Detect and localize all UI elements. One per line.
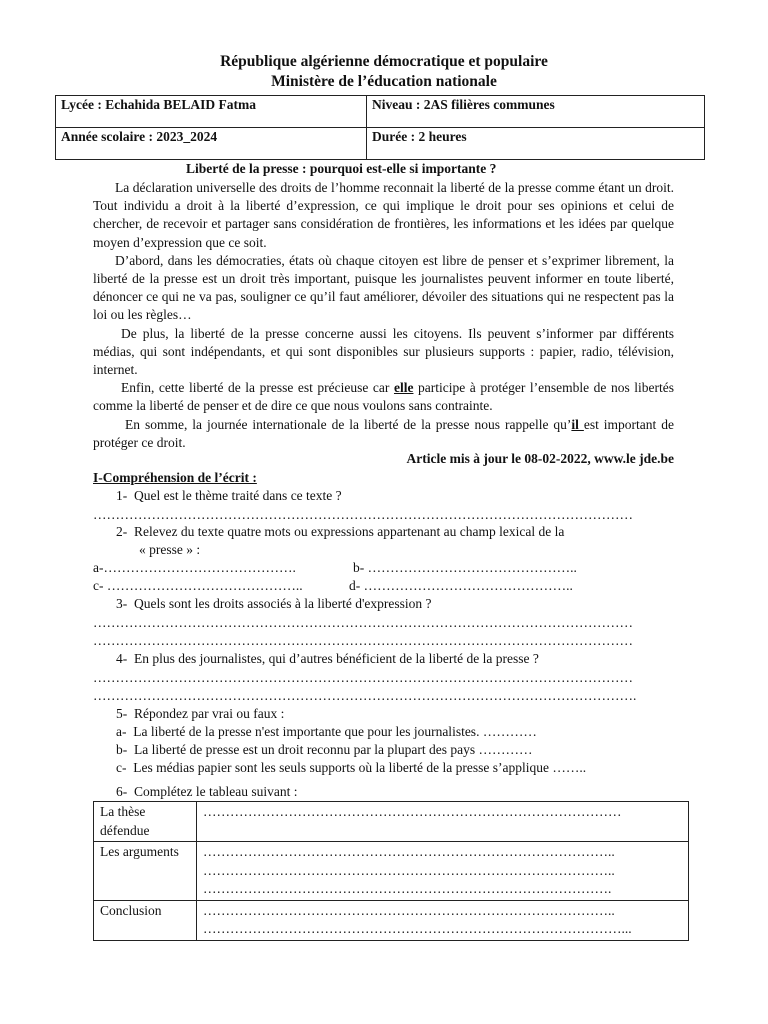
answer-line-q3-1[interactable]: …………………………………………………………………………………………………………	[93, 615, 633, 630]
summary-table	[93, 801, 689, 941]
question-4: 4- En plus des journalistes, qui d’autres bénéficient de la liberté de la presse ?	[116, 651, 539, 666]
niveau-cell: Niveau : 2AS filières communes	[367, 96, 705, 128]
question-5-b[interactable]: b- La liberté de presse est un droit reconnu par la plupart des pays …………	[116, 742, 533, 757]
question-3: 3- Quels sont les droits associés à la liberté d'expression ?	[116, 596, 432, 611]
paragraph-5	[93, 416, 674, 452]
text-title: Liberté de la presse : pourquoi est-elle si importante ?	[186, 161, 497, 176]
paragraph-4	[93, 379, 674, 415]
conclusion-dots-2[interactable]: …………………………………………………………………………………...	[203, 921, 632, 936]
lycee-cell: Lycée : Echahida BELAID Fatma	[56, 96, 367, 128]
these-dots[interactable]: …………………………………………………………………………………	[203, 804, 622, 819]
conclusion-dots-1[interactable]: ………………………………………………………………………………..	[203, 902, 615, 918]
answer-line-q4-1[interactable]: …………………………………………………………………………………………………………	[93, 670, 633, 685]
answer-line-q1[interactable]: …………………………………………………………………………………………………………	[93, 507, 633, 522]
arguments-dots-1[interactable]: ………………………………………………………………………………..	[203, 844, 615, 859]
question-2-cont: « presse » :	[139, 542, 201, 557]
section-title: I-Compréhension de l’écrit :	[93, 470, 257, 485]
header-line-2: Ministère de l’éducation nationale	[271, 73, 497, 90]
paragraph-2: D’abord, dans les démocraties, états où chaque citoyen est libre de penser et s’exprimer librement, la liberté de la presse est un droit très important, puisque les journalistes peuvent informer en toute liberté, dénoncer ce qui ne va pas, souligner ce qu’il faut améliorer, dévoiler des situations qui ne respectent pas la loi ou les règles…	[93, 252, 674, 323]
paragraph-3: De plus, la liberté de la presse concerne aussi les citoyens. Ils peuvent s’informer par différents médias, qui sont indépendants, et qui sont disponibles sur plusieurs supports : papier, radio, télévision, internet.	[93, 325, 674, 378]
arguments-cell[interactable]	[197, 842, 689, 901]
header-line-1: République algérienne démocratique et populaire	[220, 53, 548, 70]
conclusion-label: Conclusion	[94, 900, 197, 940]
question-5-a[interactable]: a- La liberté de la presse n'est importante que pour les journalistes. …………	[116, 724, 537, 739]
answer-q2-c[interactable]: c- ……………………………………..	[93, 578, 303, 593]
paragraph-4-end: participe à protéger l’ensemble de nos libertés comme la liberté de penser et de dire ce que nous voulons sans contrainte.	[93, 380, 674, 414]
duree-cell: Durée : 2 heures	[367, 128, 705, 160]
answer-q2-a[interactable]: a-…………………………………….	[93, 560, 296, 575]
source-line: Article mis à jour le 08-02-2022, www.le jde.be	[406, 451, 674, 466]
answer-q2-b[interactable]: b- ………………………………………..	[353, 560, 577, 575]
arguments-dots-2[interactable]: ………………………………………………………………………………..	[203, 862, 615, 878]
underlined-elle: elle	[393, 380, 414, 396]
question-1: 1- Quel est le thème traité dans ce texte ?	[116, 488, 342, 503]
conclusion-cell[interactable]	[197, 900, 689, 940]
article-body	[93, 179, 674, 452]
these-label: La thèse défendue	[94, 802, 197, 842]
question-5: 5- Répondez par vrai ou faux :	[116, 706, 285, 721]
arguments-label: Les arguments	[94, 842, 197, 901]
info-table	[55, 95, 705, 160]
answer-line-q3-2[interactable]: …………………………………………………………………………………………………………	[93, 633, 633, 648]
paragraph-5-start: En somme, la journée internationale de la liberté de la presse nous rappelle qu’	[125, 416, 572, 432]
question-2: 2- Relevez du texte quatre mots ou expressions appartenant au champ lexical de la	[116, 524, 565, 539]
these-cell[interactable]	[197, 802, 689, 842]
arguments-dots-3[interactable]: ……………………………………………………………………………….	[203, 881, 612, 896]
annee-cell: Année scolaire : 2023_2024	[56, 128, 367, 160]
answer-q2-d[interactable]: d- ………………………………………..	[349, 578, 573, 593]
answer-line-q4-2[interactable]: ………………………………………………………………………………………………………….	[93, 688, 637, 703]
question-6: 6- Complétez le tableau suivant :	[116, 784, 298, 799]
paragraph-1: La déclaration universelle des droits de l’homme reconnait la liberté de la presse comme étant un droit. Tout individu a droit à la liberté d’expression, ce qui implique le droit pour ses opinions et celui de chercher, de recevoir et partager sans considération de frontières, les informations et les idées par quelque moyen d’expression que ce soit.	[93, 180, 674, 250]
question-5-c[interactable]: c- Les médias papier sont les seuls supports où la liberté de la presse s’applique ……..	[116, 760, 587, 775]
underlined-il: il	[571, 416, 584, 432]
paragraph-5-end: est important de protéger ce droit.	[93, 416, 674, 450]
paragraph-4-start: Enfin, cette liberté de la presse est précieuse car	[121, 380, 394, 396]
